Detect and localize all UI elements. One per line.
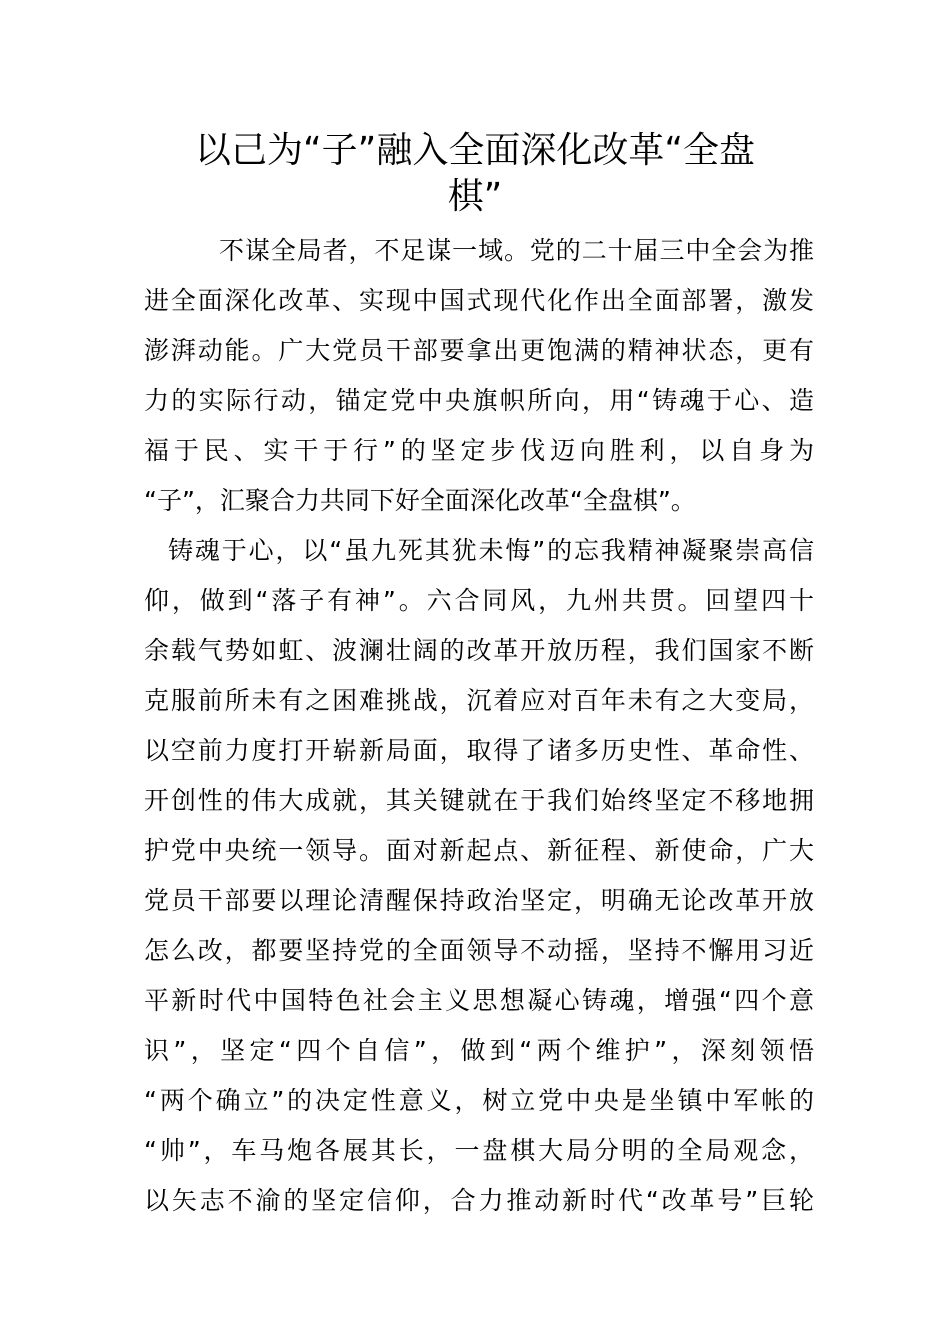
text-line: 平新时代中国特色社会主义思想凝心铸魂，增强“四个意 [144, 986, 814, 1015]
text-line: 开创性的伟大成就，其关键就在于我们始终坚定不移地拥 [144, 786, 814, 815]
text-line: 以空前力度打开崭新局面，取得了诸多历史性、革命性、 [144, 736, 814, 765]
paragraph-2 [144, 526, 814, 1226]
title-line: 以己为“子”融入全面深化改革“全盘 [195, 130, 755, 171]
text-line: 力的实际行动，锚定党中央旗帜所向，用“铸魂于心、造 [144, 386, 814, 415]
text-line: 以矢志不渝的坚定信仰，合力推动新时代“改革号”巨轮 [144, 1186, 814, 1215]
text-line: 党员干部要以理论清醒保持政治坚定，明确无论改革开放 [144, 886, 814, 915]
paragraph-1 [144, 226, 814, 526]
text-line: 余载气势如虹、波澜壮阔的改革开放历程，我们国家不断 [144, 636, 814, 665]
text-line: 进全面深化改革、实现中国式现代化作出全面部署，激发 [144, 286, 814, 315]
text-line: 克服前所未有之困难挑战，沉着应对百年未有之大变局， [144, 686, 814, 715]
document-body [144, 226, 814, 1226]
text-line: 识”，坚定“四个自信”，做到“两个维护”，深刻领悟 [144, 1036, 814, 1065]
text-line: “子”，汇聚合力共同下好全面深化改革“全盘棋”。 [144, 486, 696, 515]
text-line: 铸魂于心，以“虽九死其犹未悔”的忘我精神凝聚崇高信 [168, 536, 814, 565]
text-line: 澎湃动能。广大党员干部要拿出更饱满的精神状态，更有 [144, 336, 814, 365]
document-title [150, 128, 800, 220]
text-line: 福于民、实干于行”的坚定步伐迈向胜利，以自身为 [144, 436, 814, 465]
text-line: “帅”，车马炮各展其长，一盘棋大局分明的全局观念， [144, 1136, 814, 1165]
text-line: 仰，做到“落子有神”。六合同风，九州共贯。回望四十 [144, 586, 814, 615]
text-line: 怎么改，都要坚持党的全面领导不动摇，坚持不懈用习近 [144, 936, 814, 965]
text-line: 不谋全局者，不足谋一域。党的二十届三中全会为推 [219, 236, 814, 265]
title-line: 棋” [447, 176, 503, 217]
text-line: “两个确立”的决定性意义，树立党中央是坐镇中军帐的 [144, 1086, 814, 1115]
text-line: 护党中央统一领导。面对新起点、新征程、新使命，广大 [144, 836, 814, 865]
